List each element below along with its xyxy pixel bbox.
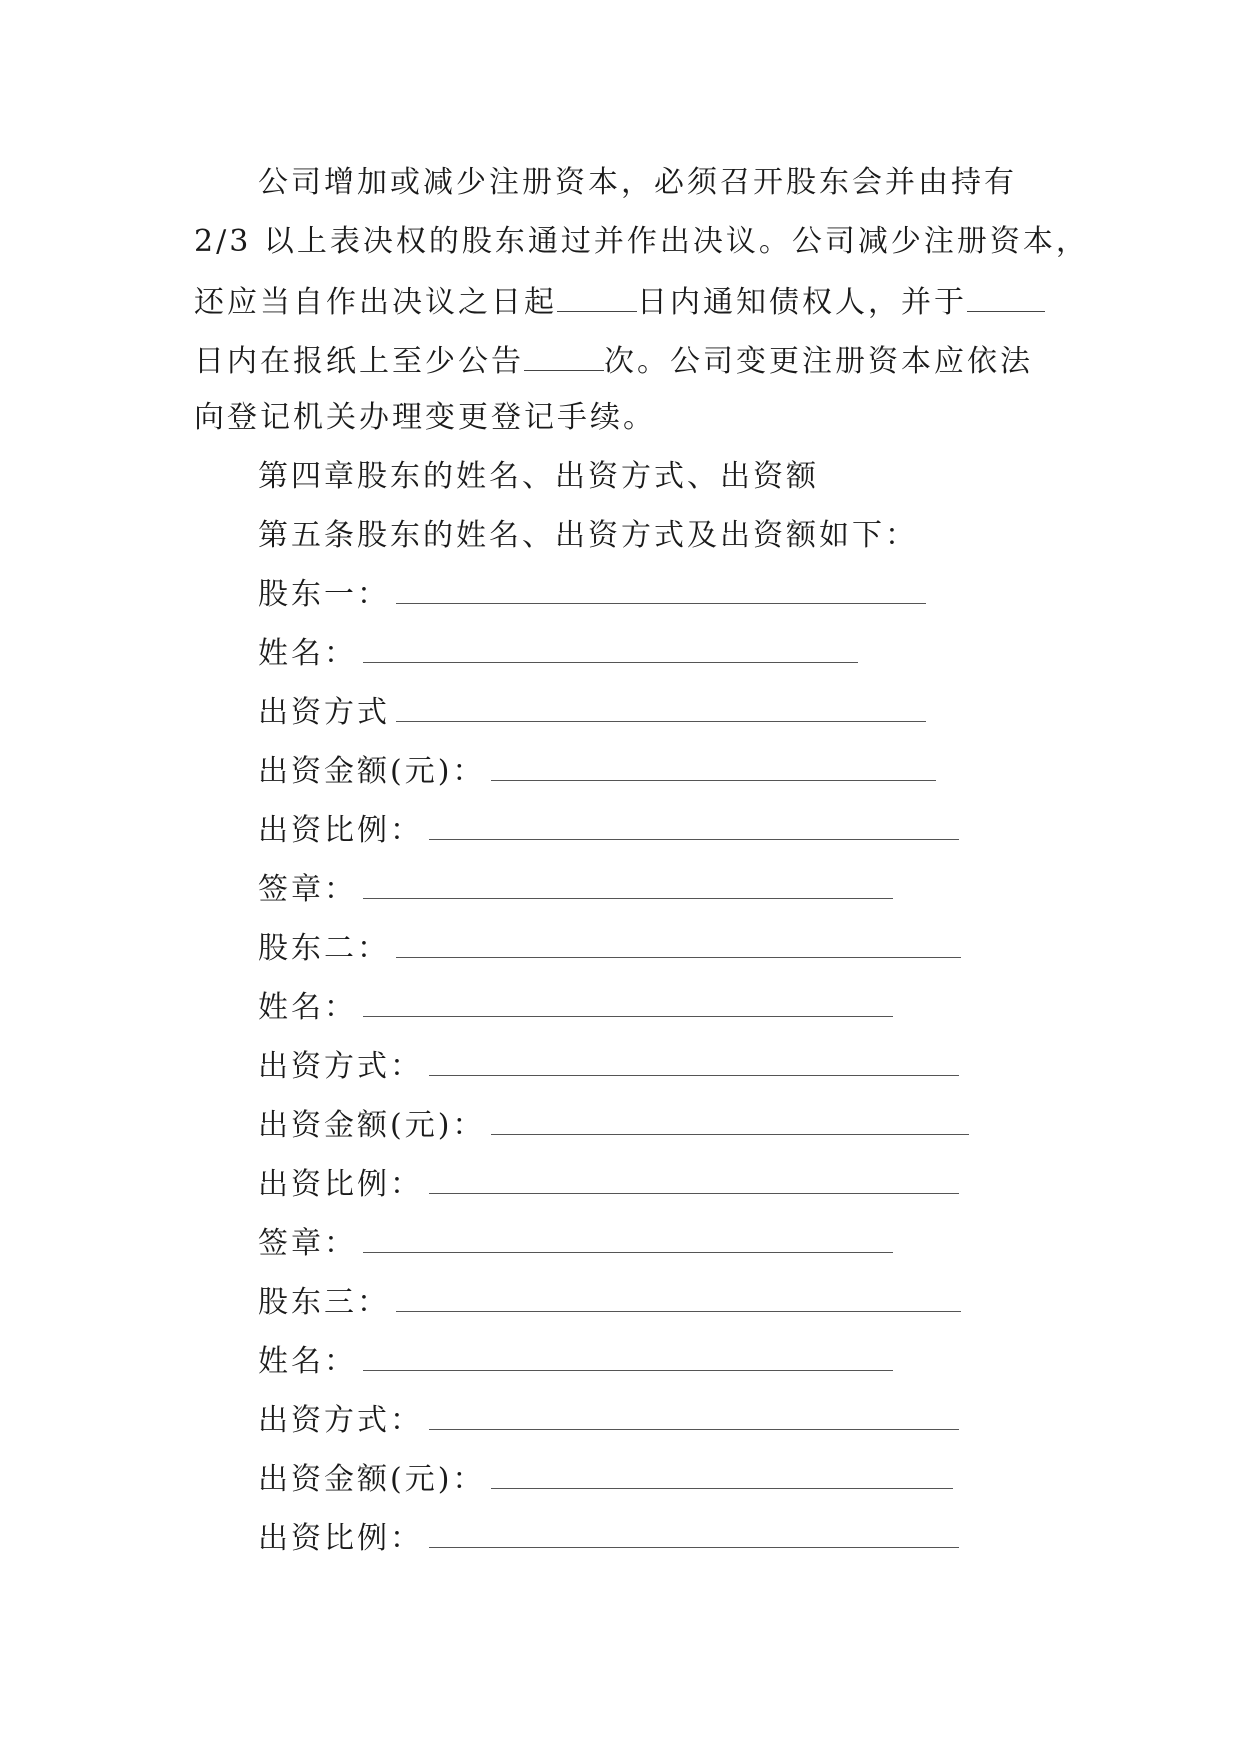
fill-line[interactable] bbox=[396, 1285, 961, 1312]
blank-days-publish[interactable] bbox=[967, 281, 1045, 312]
field-label: 股东一： bbox=[258, 577, 390, 612]
field-signature-1 bbox=[258, 870, 893, 910]
fill-line[interactable] bbox=[429, 1521, 959, 1548]
fill-line[interactable] bbox=[396, 931, 961, 958]
field-label: 出资比例： bbox=[258, 1167, 423, 1202]
field-amount-2 bbox=[258, 1106, 969, 1146]
field-shareholder-3 bbox=[258, 1283, 961, 1323]
paragraph-line-3 bbox=[194, 281, 1045, 323]
paragraph-line-4-part-1: 日内在报纸上至少公告 bbox=[194, 344, 524, 379]
field-method-3 bbox=[258, 1401, 959, 1441]
field-label: 出资金额(元)： bbox=[258, 754, 486, 789]
field-label: 签章： bbox=[258, 872, 357, 907]
fill-line[interactable] bbox=[363, 990, 893, 1017]
fill-line[interactable] bbox=[429, 813, 959, 840]
field-label: 出资方式： bbox=[258, 1049, 423, 1084]
fill-line[interactable] bbox=[396, 695, 926, 722]
fill-line[interactable] bbox=[491, 1108, 969, 1135]
blank-times[interactable] bbox=[524, 340, 604, 371]
field-name-2 bbox=[258, 988, 893, 1028]
fill-line[interactable] bbox=[429, 1403, 959, 1430]
field-ratio-1 bbox=[258, 811, 959, 851]
field-label: 姓名： bbox=[258, 1344, 357, 1379]
paragraph-line-3-part-2: 日内通知债权人，并于 bbox=[637, 285, 967, 320]
field-ratio-2 bbox=[258, 1165, 959, 1205]
field-name-1 bbox=[258, 634, 858, 674]
fill-line[interactable] bbox=[363, 872, 893, 899]
field-label: 出资金额(元)： bbox=[258, 1108, 486, 1143]
fill-line[interactable] bbox=[363, 1226, 893, 1253]
field-label: 出资金额(元)： bbox=[258, 1462, 486, 1497]
field-label: 姓名： bbox=[258, 990, 357, 1025]
article-title: 第五条股东的姓名、出资方式及出资额如下： bbox=[258, 518, 918, 553]
paragraph-line-4 bbox=[194, 340, 1033, 382]
blank-days-notify[interactable] bbox=[557, 281, 637, 312]
field-name-3 bbox=[258, 1342, 893, 1382]
fill-line[interactable] bbox=[429, 1167, 959, 1194]
field-label: 签章： bbox=[258, 1226, 357, 1261]
field-shareholder-2 bbox=[258, 929, 961, 969]
paragraph-line-3-part-1: 还应当自作出决议之日起 bbox=[194, 285, 557, 320]
field-label: 出资比例： bbox=[258, 813, 423, 848]
fill-line[interactable] bbox=[491, 754, 936, 781]
fill-line[interactable] bbox=[363, 636, 858, 663]
field-amount-3 bbox=[258, 1460, 953, 1500]
field-signature-2 bbox=[258, 1224, 893, 1264]
field-shareholder-1 bbox=[258, 575, 926, 615]
fill-line[interactable] bbox=[363, 1344, 893, 1371]
field-label: 股东二： bbox=[258, 931, 390, 966]
fill-line[interactable] bbox=[396, 577, 926, 604]
field-amount-1 bbox=[258, 752, 936, 792]
field-ratio-3 bbox=[258, 1519, 959, 1559]
field-label: 出资方式： bbox=[258, 1403, 423, 1438]
field-label: 出资比例： bbox=[258, 1521, 423, 1556]
paragraph-line-5: 向登记机关办理变更登记手续。 bbox=[194, 400, 656, 435]
chapter-title: 第四章股东的姓名、出资方式、出资额 bbox=[258, 459, 819, 494]
fill-line[interactable] bbox=[491, 1462, 953, 1489]
field-label: 出资方式 bbox=[258, 695, 390, 730]
field-method-1 bbox=[258, 693, 926, 733]
field-method-2 bbox=[258, 1047, 959, 1087]
paragraph-line-1: 公司增加或减少注册资本，必须召开股东会并由持有 bbox=[258, 165, 1017, 200]
field-label: 股东三： bbox=[258, 1285, 390, 1320]
paragraph-line-4-part-2: 次。公司变更注册资本应依法 bbox=[604, 344, 1033, 379]
fill-line[interactable] bbox=[429, 1049, 959, 1076]
field-label: 姓名： bbox=[258, 636, 357, 671]
paragraph-line-2: 2/3 以上表决权的股东通过并作出决议。公司减少注册资本， bbox=[194, 224, 1089, 259]
